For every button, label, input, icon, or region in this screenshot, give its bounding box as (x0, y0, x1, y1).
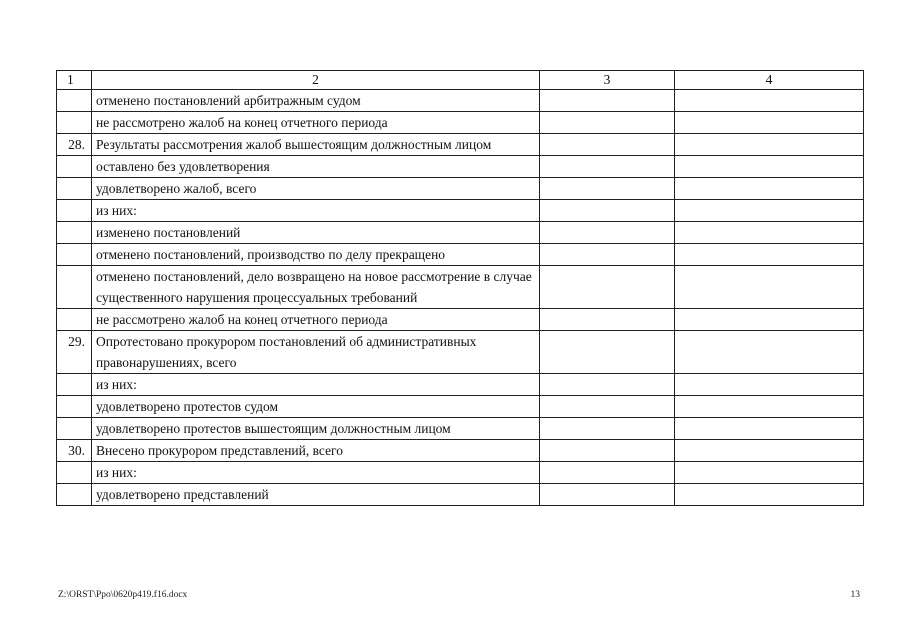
row-number (57, 396, 92, 418)
row-number (57, 418, 92, 440)
footer-file-path: Z:\ORST\Ppo\0620p419.f16.docx (58, 590, 188, 600)
row-description: Результаты рассмотрения жалоб вышестоящим должностным лицом (92, 134, 540, 156)
table-row (57, 309, 864, 331)
row-value-col-4 (675, 222, 864, 244)
row-description: оставлено без удовлетворения (92, 156, 540, 178)
row-value-col-4 (675, 90, 864, 112)
row-value-col-4 (675, 440, 864, 462)
table-row (57, 484, 864, 506)
table-header (57, 71, 864, 90)
table-row (57, 244, 864, 266)
row-value-col-3 (540, 178, 675, 200)
table-row (57, 178, 864, 200)
row-value-col-4 (675, 112, 864, 134)
row-number (57, 462, 92, 484)
form-table (56, 70, 864, 506)
row-value-col-3 (540, 266, 675, 309)
table-row (57, 418, 864, 440)
table-row (57, 440, 864, 462)
row-value-col-4 (675, 418, 864, 440)
row-value-col-4 (675, 462, 864, 484)
header-col-1: 1 (57, 71, 92, 90)
row-description: из них: (92, 200, 540, 222)
table-row (57, 112, 864, 134)
table-row (57, 90, 864, 112)
table-row (57, 266, 864, 309)
row-value-col-4 (675, 134, 864, 156)
row-description: удовлетворено протестов судом (92, 396, 540, 418)
row-value-col-4 (675, 200, 864, 222)
row-description: из них: (92, 462, 540, 484)
row-value-col-4 (675, 331, 864, 374)
row-description: отменено постановлений арбитражным судом (92, 90, 540, 112)
row-description: из них: (92, 374, 540, 396)
table-body (57, 90, 864, 506)
table-row (57, 331, 864, 374)
row-value-col-3 (540, 222, 675, 244)
row-value-col-4 (675, 178, 864, 200)
row-number (57, 90, 92, 112)
row-value-col-4 (675, 266, 864, 309)
row-value-col-3 (540, 374, 675, 396)
row-number (57, 178, 92, 200)
row-number (57, 112, 92, 134)
row-value-col-3 (540, 112, 675, 134)
page-number: 13 (850, 590, 860, 600)
row-description: не рассмотрено жалоб на конец отчетного периода (92, 112, 540, 134)
row-value-col-3 (540, 484, 675, 506)
row-value-col-3 (540, 462, 675, 484)
row-number: 30. (57, 440, 92, 462)
row-value-col-3 (540, 331, 675, 374)
row-description: отменено постановлений, производство по делу прекращено (92, 244, 540, 266)
row-value-col-3 (540, 309, 675, 331)
row-number (57, 266, 92, 309)
row-number (57, 374, 92, 396)
row-number (57, 244, 92, 266)
header-col-4: 4 (675, 71, 864, 90)
table-row (57, 374, 864, 396)
row-description: удовлетворено жалоб, всего (92, 178, 540, 200)
row-value-col-3 (540, 156, 675, 178)
row-description: удовлетворено протестов вышестоящим должностным лицом (92, 418, 540, 440)
table-row (57, 134, 864, 156)
row-description: Опротестовано прокурором постановлений об административных правонарушениях, всего (92, 331, 540, 374)
table-row (57, 396, 864, 418)
row-number (57, 484, 92, 506)
row-value-col-3 (540, 134, 675, 156)
row-value-col-4 (675, 484, 864, 506)
row-value-col-4 (675, 156, 864, 178)
row-description: изменено постановлений (92, 222, 540, 244)
row-value-col-3 (540, 244, 675, 266)
table-row (57, 156, 864, 178)
row-value-col-3 (540, 90, 675, 112)
row-value-col-4 (675, 396, 864, 418)
row-value-col-3 (540, 200, 675, 222)
row-number: 28. (57, 134, 92, 156)
row-description: не рассмотрено жалоб на конец отчетного периода (92, 309, 540, 331)
row-description: Внесено прокурором представлений, всего (92, 440, 540, 462)
row-value-col-3 (540, 440, 675, 462)
row-number (57, 309, 92, 331)
row-number (57, 156, 92, 178)
header-row (57, 71, 864, 90)
row-description: удовлетворено представлений (92, 484, 540, 506)
row-value-col-3 (540, 418, 675, 440)
row-number (57, 222, 92, 244)
row-value-col-4 (675, 309, 864, 331)
row-value-col-3 (540, 396, 675, 418)
table-row (57, 200, 864, 222)
row-value-col-4 (675, 244, 864, 266)
row-value-col-4 (675, 374, 864, 396)
table-row (57, 222, 864, 244)
header-col-2: 2 (92, 71, 540, 90)
row-number: 29. (57, 331, 92, 374)
table-row (57, 462, 864, 484)
header-col-3: 3 (540, 71, 675, 90)
row-number (57, 200, 92, 222)
row-description: отменено постановлений, дело возвращено на новое рассмотрение в случае существенного нарушения процессуальных требований (92, 266, 540, 309)
